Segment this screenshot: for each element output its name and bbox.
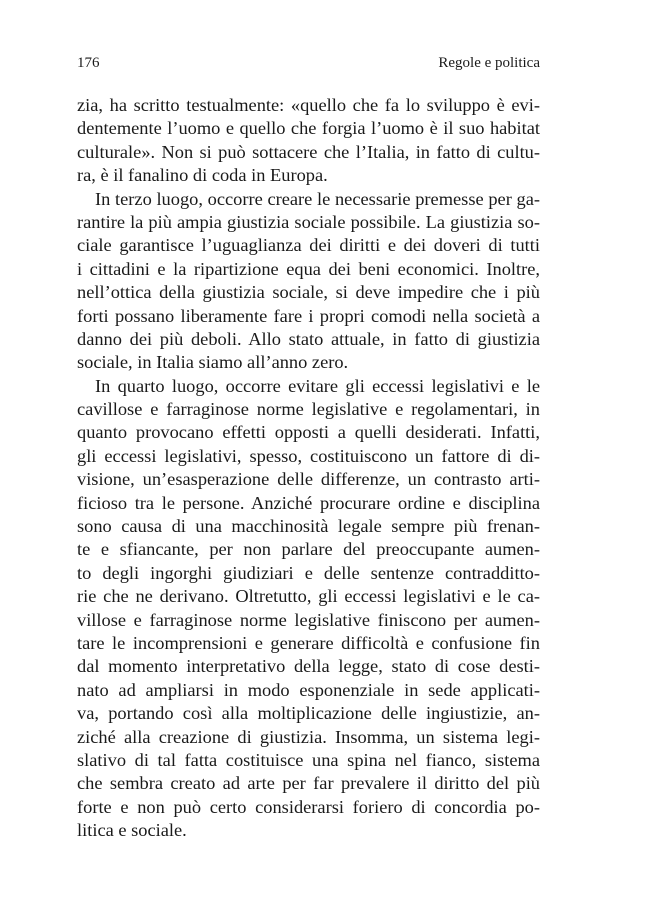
text-line: i cittadini e la ripartizione equa dei beni economici. Inoltre, bbox=[77, 258, 540, 279]
text-line: to degli ingorghi giudiziari e delle sentenze contradditto- bbox=[77, 562, 540, 583]
text-line: ziché alla creazione di giustizia. Insomma, un sistema legi- bbox=[77, 726, 540, 747]
text-line: ra, è il fanalino di coda in Europa. bbox=[77, 165, 328, 186]
text-line: ciale garantisce l’uguaglianza dei diritti e dei doveri di tutti bbox=[77, 235, 540, 256]
text-line: nell’ottica della giustizia sociale, si deve impedire che i più bbox=[77, 282, 540, 303]
text-line: ficioso tra le persone. Anziché procurare ordine e disciplina bbox=[77, 492, 540, 513]
text-line: In terzo luogo, occorre creare le necessarie premesse per ga- bbox=[95, 188, 540, 209]
text-line: In quarto luogo, occorre evitare gli eccessi legislativi e le bbox=[95, 375, 540, 396]
text-line: zia, ha scritto testualmente: «quello che fa lo sviluppo è evi- bbox=[77, 95, 540, 115]
text-line: rie che ne derivano. Oltretutto, gli eccessi legislativi e le ca- bbox=[77, 586, 540, 607]
text-line: danno dei più deboli. Allo stato attuale, in fatto di giustizia bbox=[77, 328, 540, 349]
text-line: villose e farraginose norme legislative finiscono per aumen- bbox=[77, 609, 540, 630]
text-line: va, portando così alla moltiplicazione delle ingiustizie, an- bbox=[77, 703, 540, 724]
text-line: forti possano liberamente fare i propri comodi nella società a bbox=[77, 305, 540, 326]
text-line: te e sfiancante, per non parlare del preoccupante aumen- bbox=[77, 539, 540, 560]
text-line: nato ad ampliarsi in modo esponenziale in sede applicati- bbox=[77, 679, 540, 700]
paragraph bbox=[77, 188, 540, 375]
paragraph bbox=[77, 375, 540, 843]
text-line: dentemente l’uomo e quello che forgia l’uomo è il suo habitat bbox=[77, 118, 540, 139]
text-line: culturale». Non si può sottacere che l’Italia, in fatto di cultu- bbox=[77, 141, 540, 162]
text-line: sono causa di una macchinosità legale sempre più frenan- bbox=[77, 516, 540, 537]
paragraph bbox=[77, 94, 540, 188]
text-line: rantire la più ampia giustizia sociale possibile. La giustizia so- bbox=[77, 211, 540, 232]
text-line: forte e non può certo considerarsi foriero di concordia po- bbox=[77, 796, 540, 817]
text-line: che sembra creato ad arte per far prevalere il diritto del più bbox=[77, 773, 540, 794]
running-title: Regole e politica bbox=[438, 55, 540, 71]
text-line: litica e sociale. bbox=[77, 820, 187, 841]
body-text bbox=[77, 94, 540, 843]
running-head bbox=[77, 53, 540, 73]
text-line: quanto provocano effetti opposti a quelli desiderati. Infatti, bbox=[77, 422, 540, 443]
text-line: sociale, in Italia siamo all’anno zero. bbox=[77, 352, 349, 373]
text-line: dal momento interpretativo della legge, stato di cose desti- bbox=[77, 656, 540, 677]
text-line: gli eccessi legislativi, spesso, costituiscono un fattore di di- bbox=[77, 445, 540, 466]
text-line: cavillose e farraginose norme legislative e regolamentari, in bbox=[77, 399, 540, 420]
text-line: tare le incomprensioni e generare difficoltà e confusione fin bbox=[77, 632, 540, 653]
text-line: visione, un’esasperazione delle differenze, un contrasto arti- bbox=[77, 469, 540, 490]
text-line: slativo di tal fatta costituisce una spina nel fianco, sistema bbox=[77, 749, 540, 770]
page-number: 176 bbox=[77, 55, 100, 71]
